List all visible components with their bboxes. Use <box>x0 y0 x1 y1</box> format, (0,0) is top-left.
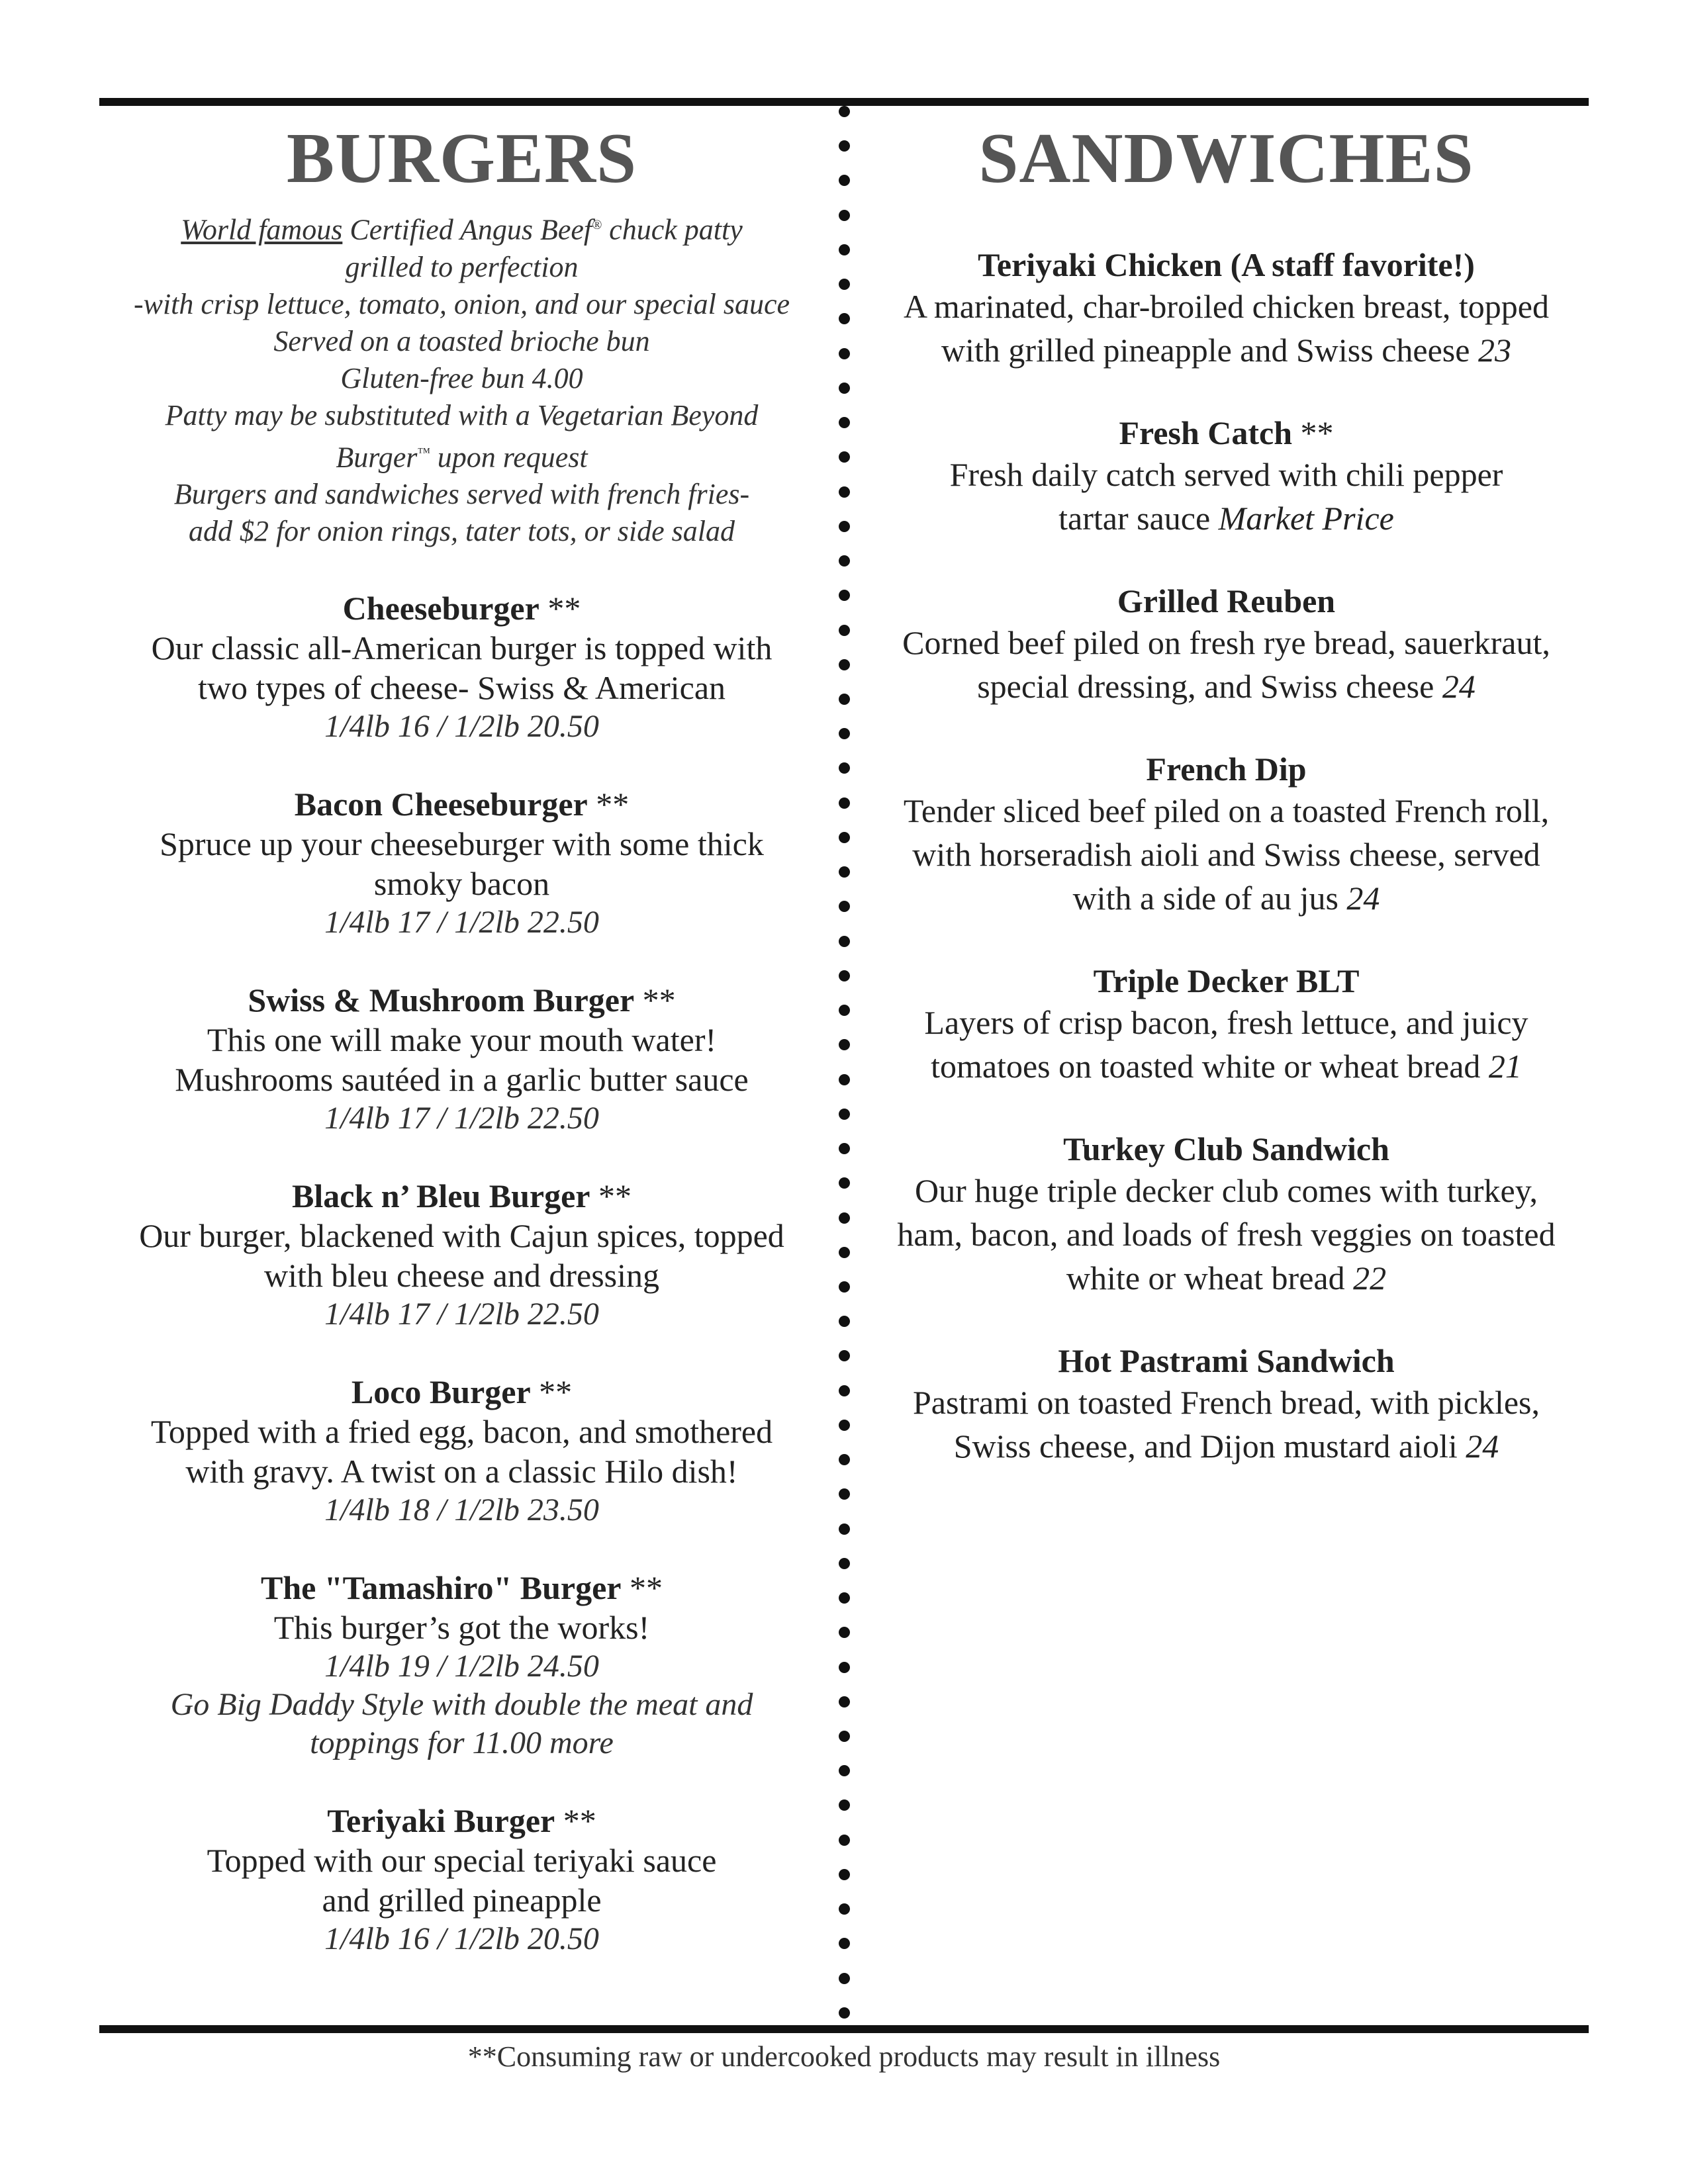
raw-warning-marker: ** <box>539 590 581 627</box>
item-description <box>864 496 1589 540</box>
item-price: 24 <box>1346 880 1380 917</box>
item-name <box>864 581 1589 621</box>
divider-dot <box>839 175 850 186</box>
divider-dot <box>839 1420 850 1431</box>
menu-item-burger <box>99 980 824 1138</box>
item-note: Go Big Daddy Style with double the meat and <box>170 1687 753 1723</box>
item-description: with gravy. A twist on a classic Hilo dish! <box>185 1453 738 1490</box>
item-price: 1/4lb 17 / 1/2lb 22.50 <box>324 1101 599 1136</box>
item-title: The "Tamashiro" Burger <box>261 1569 622 1607</box>
item-description <box>864 1169 1589 1212</box>
divider-dot <box>839 1212 850 1224</box>
item-name <box>99 1372 824 1412</box>
sandwiches-column <box>864 119 1589 1468</box>
description-text: white or wheat bread <box>1066 1259 1345 1297</box>
item-title: Bacon Cheeseburger <box>294 786 588 823</box>
menu-item-burger <box>99 588 824 746</box>
menu-item-burger <box>99 784 824 942</box>
raw-warning-marker: ** <box>1292 414 1334 451</box>
divider-dot <box>839 1039 850 1050</box>
item-name <box>99 784 824 824</box>
divider-dot <box>839 106 850 117</box>
description-text: Swiss cheese, and Dijon mustard aioli <box>953 1428 1458 1465</box>
item-name <box>99 1801 824 1841</box>
item-description: This burger’s got the works! <box>273 1609 650 1647</box>
menu-item-sandwich <box>864 1129 1589 1300</box>
divider-dot <box>839 1765 850 1776</box>
item-price: 24 <box>1442 668 1476 705</box>
item-description <box>864 1256 1589 1300</box>
divider-dot <box>839 1454 850 1465</box>
description-text: tartar sauce <box>1058 500 1211 537</box>
divider-dot <box>839 1074 850 1085</box>
divider-dot <box>839 244 850 255</box>
divider-dot <box>839 1903 850 1915</box>
description-text: with grilled pineapple and Swiss cheese <box>941 332 1470 369</box>
divider-dot <box>839 1143 850 1154</box>
description-text: Pastrami on toasted French bread, with pickles, <box>913 1384 1540 1421</box>
divider-dot <box>839 728 850 739</box>
menu-item-sandwich <box>864 961 1589 1088</box>
menu-item-sandwich <box>864 245 1589 372</box>
divider-dot <box>839 1005 850 1016</box>
menu-item-sandwich <box>864 413 1589 540</box>
divider-dot <box>839 625 850 636</box>
divider-dot <box>839 1973 850 1984</box>
item-description: and grilled pineapple <box>322 1882 602 1919</box>
intro-line-1: World famous Certified Angus Beef® chuck patty <box>181 213 743 246</box>
column-divider <box>835 106 853 2019</box>
divider-dot <box>839 1281 850 1293</box>
intro-line-6: Patty may be substituted with a Vegetarian Beyond <box>165 398 759 432</box>
item-name <box>864 749 1589 789</box>
item-title: Grilled Reuben <box>1117 582 1336 619</box>
divider-dot <box>839 694 850 705</box>
item-description: Our classic all-American burger is topped with <box>151 629 773 667</box>
divider-dot <box>839 1558 850 1569</box>
divider-dot <box>839 970 850 981</box>
intro-line-9: add $2 for onion rings, tater tots, or side salad <box>188 515 735 548</box>
footer-disclaimer: **Consuming raw or undercooked products may result in illness <box>467 2040 1221 2073</box>
description-text: with horseradish aioli and Swiss cheese, served <box>912 836 1540 873</box>
menu-item-burger <box>99 1176 824 1334</box>
item-price: 24 <box>1466 1428 1499 1465</box>
item-description <box>864 876 1589 920</box>
item-name <box>99 980 824 1020</box>
divider-dot <box>839 1524 850 1535</box>
intro-line-2: grilled to perfection <box>345 250 579 283</box>
item-title: Turkey Club Sandwich <box>1063 1130 1389 1167</box>
description-text: Tender sliced beef piled on a toasted French roll, <box>903 792 1550 829</box>
item-name <box>99 588 824 628</box>
bottom-rule <box>99 2025 1589 2033</box>
divider-dot <box>839 210 850 221</box>
burgers-column <box>99 119 824 1958</box>
divider-dot <box>839 797 850 809</box>
intro-line-3: -with crisp lettuce, tomato, onion, and our special sauce <box>133 287 790 320</box>
item-price: 21 <box>1488 1048 1522 1085</box>
description-text: with a side of au jus <box>1072 880 1338 917</box>
item-price: 1/4lb 17 / 1/2lb 22.50 <box>324 1297 599 1332</box>
intro-line-7: Burger™ upon request <box>336 441 588 474</box>
item-title: Fresh Catch <box>1119 414 1293 451</box>
divider-dot <box>839 1627 850 1638</box>
divider-dot <box>839 832 850 843</box>
item-title: Loco Burger <box>351 1373 531 1411</box>
divider-dot <box>839 451 850 463</box>
item-price: 23 <box>1477 332 1511 369</box>
item-description: Our burger, blackened with Cajun spices, topped <box>139 1217 784 1255</box>
divider-dot <box>839 1109 850 1120</box>
divider-dot <box>839 1662 850 1673</box>
divider-dot <box>839 313 850 324</box>
divider-dot <box>839 1385 850 1396</box>
description-text: tomatoes on toasted white or wheat bread <box>931 1048 1481 1085</box>
menu-item-sandwich <box>864 749 1589 920</box>
item-description: two types of cheese- Swiss & American <box>197 669 726 707</box>
menu-item-sandwich <box>864 581 1589 708</box>
item-description <box>864 1044 1589 1088</box>
description-text: A marinated, char-broiled chicken breast, topped <box>904 288 1549 325</box>
item-description <box>864 833 1589 876</box>
burgers-intro <box>99 206 824 550</box>
description-text: special dressing, and Swiss cheese <box>977 668 1434 705</box>
description-text: Our huge triple decker club comes with turkey, <box>915 1172 1538 1209</box>
divider-dot <box>839 590 850 601</box>
divider-dot <box>839 1869 850 1880</box>
raw-warning-marker: ** <box>530 1373 573 1411</box>
divider-dot <box>839 279 850 290</box>
divider-dot <box>839 1835 850 1846</box>
burgers-title: BURGERS <box>286 119 637 198</box>
item-price: 1/4lb 19 / 1/2lb 24.50 <box>324 1649 599 1684</box>
divider-dot <box>839 866 850 878</box>
burger-items <box>99 588 824 1958</box>
divider-dot <box>839 521 850 532</box>
item-title: Triple Decker BLT <box>1093 962 1360 999</box>
intro-line-5: Gluten-free bun 4.00 <box>340 361 583 394</box>
divider-dot <box>839 1799 850 1811</box>
divider-dot <box>839 1177 850 1189</box>
item-price: 22 <box>1353 1259 1387 1297</box>
item-description <box>864 1424 1589 1468</box>
item-description: Mushrooms sautéed in a garlic butter sauce <box>175 1061 749 1099</box>
item-title: Teriyaki Burger <box>327 1802 555 1840</box>
item-title: Black n’ Bleu Burger <box>292 1177 590 1215</box>
item-title: Cheeseburger <box>342 590 539 627</box>
item-price: 1/4lb 16 / 1/2lb 20.50 <box>324 1921 599 1957</box>
description-text: ham, bacon, and loads of fresh veggies on toasted <box>897 1216 1556 1253</box>
description-text: Fresh daily catch served with chili pepper <box>949 456 1503 493</box>
item-note: toppings for 11.00 more <box>310 1725 614 1761</box>
item-price: Market Price <box>1218 500 1394 537</box>
divider-dot <box>839 1592 850 1604</box>
item-price: 1/4lb 17 / 1/2lb 22.50 <box>324 905 599 940</box>
description-text: Layers of crisp bacon, fresh lettuce, and juicy <box>924 1004 1528 1041</box>
divider-dot <box>839 383 850 394</box>
divider-dot <box>839 555 850 567</box>
item-title: Hot Pastrami Sandwich <box>1058 1342 1395 1379</box>
divider-dot <box>839 1316 850 1327</box>
item-name <box>99 1176 824 1216</box>
item-title: Swiss & Mushroom Burger <box>248 981 635 1019</box>
item-description: Spruce up your cheeseburger with some thick <box>160 825 764 863</box>
item-description <box>864 664 1589 708</box>
raw-warning-marker: ** <box>555 1802 596 1840</box>
sandwich-items <box>864 245 1589 1468</box>
raw-warning-marker: ** <box>590 1177 632 1215</box>
divider-dot <box>839 2007 850 2019</box>
raw-warning-marker: ** <box>587 786 630 823</box>
item-description <box>864 1381 1589 1424</box>
raw-warning-marker: ** <box>621 1569 663 1607</box>
intro-line-8: Burgers and sandwiches served with french fries- <box>173 478 750 511</box>
menu-item-burger <box>99 1801 824 1958</box>
item-description <box>864 328 1589 372</box>
item-description: smoky bacon <box>373 865 550 903</box>
divider-dot <box>839 659 850 670</box>
item-description <box>864 1212 1589 1256</box>
item-description: This one will make your mouth water! <box>207 1021 717 1059</box>
divider-dot <box>839 417 850 428</box>
item-name <box>864 413 1589 453</box>
item-name <box>864 961 1589 1001</box>
item-description: Topped with our special teriyaki sauce <box>207 1842 717 1880</box>
menu-item-burger <box>99 1372 824 1529</box>
item-description <box>864 285 1589 328</box>
item-name <box>864 1341 1589 1381</box>
divider-dot <box>839 1938 850 1949</box>
menu-item-burger <box>99 1568 824 1762</box>
divider-dot <box>839 762 850 774</box>
sandwiches-title: SANDWICHES <box>978 119 1474 198</box>
divider-dot <box>839 936 850 947</box>
item-name <box>864 245 1589 285</box>
intro-line-4: Served on a toasted brioche bun <box>273 324 650 357</box>
divider-dot <box>839 1350 850 1361</box>
divider-dot <box>839 348 850 359</box>
divider-dot <box>839 1696 850 1707</box>
divider-dot <box>839 1731 850 1742</box>
divider-dot <box>839 140 850 152</box>
raw-warning-marker: ** <box>634 981 676 1019</box>
item-price: 1/4lb 18 / 1/2lb 23.50 <box>324 1492 599 1528</box>
divider-dot <box>839 1247 850 1258</box>
item-name <box>99 1568 824 1608</box>
item-description <box>864 1001 1589 1044</box>
item-description <box>864 453 1589 496</box>
item-description: Topped with a fried egg, bacon, and smothered <box>150 1413 773 1451</box>
item-description <box>864 621 1589 664</box>
item-title: Teriyaki Chicken (A staff favorite!) <box>978 246 1475 283</box>
description-text: Corned beef piled on fresh rye bread, sauerkraut, <box>902 624 1550 661</box>
menu-item-sandwich <box>864 1341 1589 1468</box>
top-rule <box>99 98 1589 106</box>
divider-dot <box>839 486 850 498</box>
item-description <box>864 789 1589 833</box>
item-name <box>864 1129 1589 1169</box>
item-description: with bleu cheese and dressing <box>263 1257 660 1295</box>
divider-dot <box>839 901 850 912</box>
item-title: French Dip <box>1146 751 1307 788</box>
item-price: 1/4lb 16 / 1/2lb 20.50 <box>324 709 599 745</box>
divider-dot <box>839 1488 850 1500</box>
